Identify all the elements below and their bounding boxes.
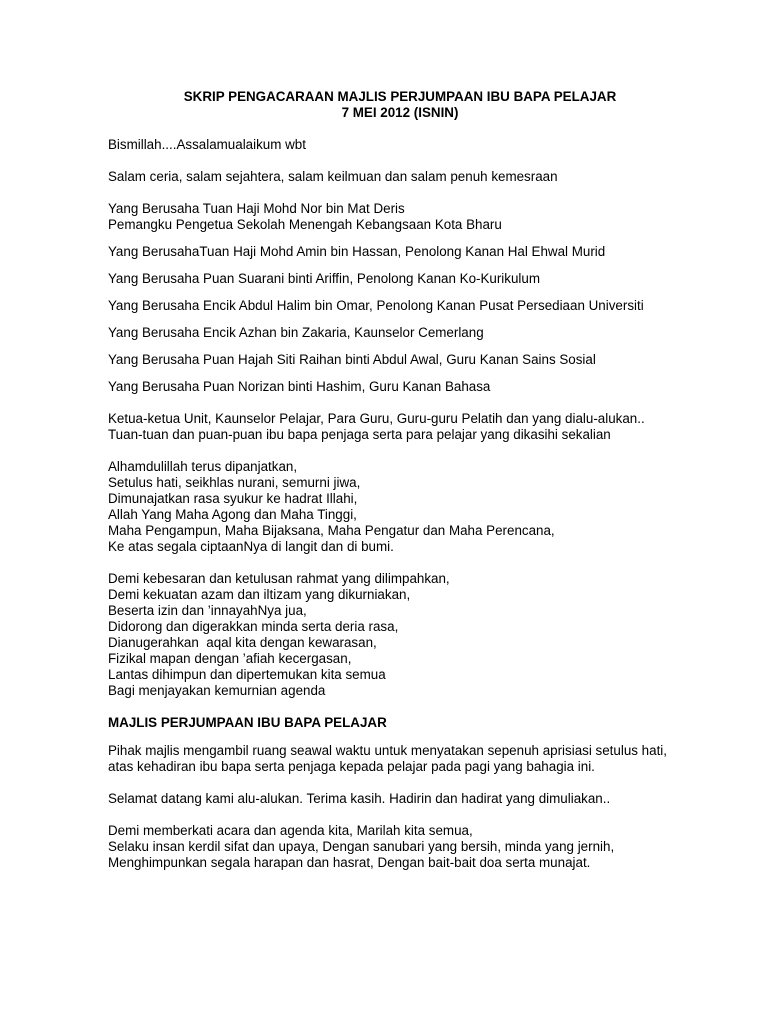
verse-line: Demi kekuatan azam dan iltizam yang dikurniakan, [108,587,411,602]
section-heading: MAJLIS PERJUMPAAN IBU BAPA PELAJAR [108,715,387,730]
paragraph-line: Demi memberkati acara dan agenda kita, Marilah kita semua, [108,823,473,838]
paragraph-line: Menghimpunkan segala harapan dan hasrat, Dengan bait-bait doa serta munajat. [108,855,591,870]
verse-line: Dianugerahkan aqal kita dengan kewarasan, [108,635,377,650]
welcome-line [108,791,748,807]
verse-line: Beserta izin dan ’innayahNya jua, [108,603,307,618]
paragraph-line: Yang Berusaha Encik Abdul Halim bin Omar, Penolong Kanan Pusat Persediaan Universiti [108,298,644,313]
dignitary-line [108,379,748,395]
dignitary-line [108,244,748,260]
paragraph-line: Yang Berusaha Puan Suarani binti Ariffin, Penolong Kanan Ko-Kurikulum [108,271,541,286]
paragraph-line: Yang Berusaha Puan Norizan binti Hashim, Guru Kanan Bahasa [108,379,491,394]
paragraph-line: Yang BerusahaTuan Haji Mohd Amin bin Hassan, Penolong Kanan Hal Ehwal Murid [108,244,606,259]
paragraph-line: Bismillah....Assalamualaikum wbt [108,137,306,152]
paragraph-line: Pemangku Pengetua Sekolah Menengah Kebangsaan Kota Bharu [108,217,502,232]
paragraph-line: atas kehadiran ibu bapa serta penjaga kepada pelajar pada pagi yang bahagia ini. [108,759,595,774]
dignitary-line [108,352,748,368]
dignitary-line [108,325,748,341]
dignitary-line [108,271,748,287]
verse-line: Fizikal mapan dengan ’afiah kecergasan, [108,651,352,666]
audience-paragraph [108,411,748,443]
dignitary-line [108,298,748,314]
verse-line: Bagi menjayakan kemurnian agenda [108,683,326,698]
greeting-line [108,169,748,185]
opening-line [108,137,748,153]
paragraph-line: Salam ceria, salam sejahtera, salam keilmuan dan salam penuh kemesraan [108,169,558,184]
verse-2 [108,571,748,699]
verse-line: Demi kebesaran dan ketulusan rahmat yang dilimpahkan, [108,571,450,586]
paragraph-line: Yang Berusaha Puan Hajah Siti Raihan binti Abdul Awal, Guru Kanan Sains Sosial [108,352,596,367]
verse-line: Alhamdulillah terus dipanjatkan, [108,459,298,474]
document-title [0,89,768,121]
verse-1 [108,459,748,555]
verse-line: Didorong dan digerakkan minda serta deria rasa, [108,619,399,634]
paragraph-line: Tuan-tuan dan puan-puan ibu bapa penjaga serta para pelajar yang dikasihi sekalian [108,427,611,442]
paragraph-line: Yang Berusaha Tuan Haji Mohd Nor bin Mat Deris [108,201,405,216]
principal-paragraph [108,201,748,233]
paragraph-line: Ketua-ketua Unit, Kaunselor Pelajar, Para Guru, Guru-guru Pelatih dan yang dialu-alukan.. [108,411,645,426]
title-line-2: 7 MEI 2012 (ISNIN) [341,105,459,120]
verse-line: Setulus hati, seikhlas nurani, semurni jiwa, [108,475,361,490]
closing-paragraph [108,823,748,871]
verse-line: Ke atas segala ciptaanNya di langit dan di bumi. [108,539,394,554]
document-body [108,137,748,882]
appreciation-paragraph [108,743,748,775]
paragraph-line: Selaku insan kerdil sifat dan upaya, Dengan sanubari yang bersih, minda yang jernih, [108,839,615,854]
verse-line: Allah Yang Maha Agong dan Maha Tinggi, [108,507,357,522]
paragraph-line: Selamat datang kami alu-alukan. Terima kasih. Hadirin dan hadirat yang dimuliakan.. [108,791,611,806]
title-line-1: SKRIP PENGACARAAN MAJLIS PERJUMPAAN IBU BAPA PELAJAR [183,89,617,104]
paragraph-line: Pihak majlis mengambil ruang seawal waktu untuk menyatakan sepenuh aprisiasi setulus hati, [108,743,667,758]
verse-line: Lantas dihimpun dan dipertemukan kita semua [108,667,386,682]
verse-line: Maha Pengampun, Maha Bijaksana, Maha Pengatur dan Maha Perencana, [108,523,555,538]
verse-line: Dimunajatkan rasa syukur ke hadrat Illahi, [108,491,358,506]
paragraph-line: Yang Berusaha Encik Azhan bin Zakaria, Kaunselor Cemerlang [108,325,484,340]
